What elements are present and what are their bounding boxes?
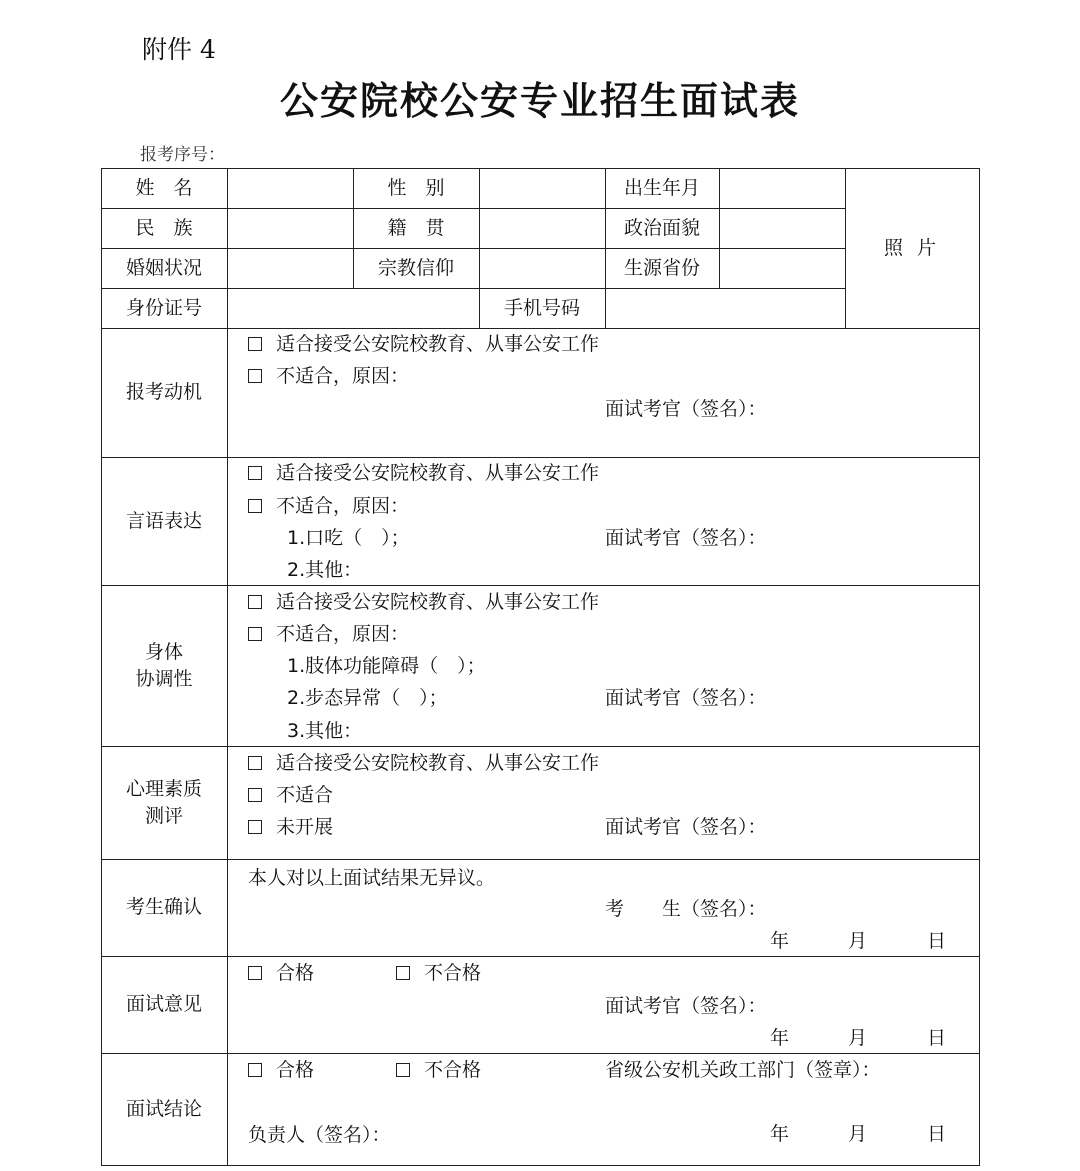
option-text: 未开展: [276, 816, 334, 838]
gender-label: 性 别: [387, 176, 445, 199]
body-reason-gait: 2.步态异常（ ）；: [287, 687, 448, 709]
body-coordination-label: [101, 585, 227, 746]
option-text: 合格: [276, 962, 315, 984]
psych-label: [101, 746, 227, 859]
conclusion-fail-option[interactable]: [396, 1058, 481, 1082]
date-year: 年: [770, 1027, 790, 1049]
name-label: 姓 名: [135, 176, 193, 199]
table-row-divider: [101, 457, 979, 458]
political-status-field[interactable]: [719, 208, 845, 248]
speech-unsuitable-option[interactable]: [248, 494, 409, 518]
label-line: 测评: [144, 804, 183, 827]
attachment-label: 附件 4: [142, 35, 216, 64]
speech-suitable-option[interactable]: [248, 461, 599, 485]
date-month: 月: [848, 1027, 868, 1049]
origin-province-field[interactable]: [719, 248, 845, 288]
opinion-examiner-signature: 面试考官（签名）：: [605, 995, 767, 1017]
page-title: 公安院校公安专业招生面试表: [279, 78, 800, 123]
date-day: 日: [927, 930, 947, 952]
motivation-unsuitable-option[interactable]: [248, 364, 409, 388]
table-row-divider: [101, 746, 979, 747]
serial-number-label: 报考序号：: [140, 145, 225, 165]
label-line: 协调性: [135, 667, 193, 690]
body-reason-other: 3.其他：: [287, 720, 363, 742]
checkbox-icon[interactable]: [248, 788, 262, 802]
checkbox-icon[interactable]: [248, 337, 262, 351]
checkbox-icon[interactable]: [396, 1063, 410, 1077]
opinion-fail-option[interactable]: [396, 961, 481, 985]
checkbox-icon[interactable]: [248, 499, 262, 513]
conclusion-label: 面试结论: [125, 1097, 202, 1120]
opinion-label: 面试意见: [125, 993, 202, 1015]
table-row-divider: [101, 585, 979, 586]
motivation-examiner-signature: 面试考官（签名）：: [605, 398, 767, 420]
option-text: 适合接受公安院校教育、从事公安工作: [276, 752, 600, 774]
body-reason-limb: 1.肢体功能障碍（ ）；: [287, 655, 486, 677]
date-year: 年: [770, 930, 790, 952]
speech-label: 言语表达: [125, 509, 202, 532]
psych-not-done-option[interactable]: [248, 815, 333, 839]
table-border-bottom: [101, 1165, 979, 1166]
ethnicity-field[interactable]: [227, 208, 353, 248]
conclusion-pass-option[interactable]: [248, 1058, 314, 1082]
ethnicity-label: 民 族: [135, 216, 193, 239]
checkbox-icon[interactable]: [248, 627, 262, 641]
checkbox-icon[interactable]: [248, 595, 262, 609]
candidate-signature: 考 生（签名）：: [605, 898, 767, 920]
body-examiner-signature: 面试考官（签名）：: [605, 687, 767, 709]
checkbox-icon[interactable]: [248, 1063, 262, 1077]
option-text: 不适合，原因：: [276, 623, 410, 645]
motivation-label: 报考动机: [125, 381, 202, 403]
psych-examiner-signature: 面试考官（签名）：: [605, 816, 767, 838]
table-row-divider: [101, 328, 979, 329]
checkbox-icon[interactable]: [396, 966, 410, 980]
option-text: 适合接受公安院校教育、从事公安工作: [276, 462, 600, 484]
leader-signature: 负责人（签名）：: [248, 1124, 391, 1146]
label-line: 身体: [144, 640, 183, 663]
option-text: 适合接受公安院校教育、从事公安工作: [276, 333, 600, 355]
birth-field[interactable]: [719, 168, 845, 208]
gender-field[interactable]: [479, 168, 605, 208]
birth-label: 出生年月: [623, 176, 700, 199]
date-day: 日: [927, 1123, 947, 1145]
native-place-label: 籍 贯: [387, 216, 445, 239]
date-month: 月: [848, 1123, 868, 1145]
table-row-divider: [101, 1053, 979, 1054]
speech-reason-stutter: 1.口吃（ ）；: [287, 527, 410, 549]
id-number-label: 身份证号: [125, 296, 202, 319]
date-month: 月: [848, 930, 868, 952]
psych-unsuitable-option[interactable]: [248, 783, 333, 807]
option-text: 不适合，原因：: [276, 365, 410, 387]
motivation-suitable-option[interactable]: [248, 332, 599, 356]
date-year: 年: [770, 1123, 790, 1145]
option-text: 适合接受公安院校教育、从事公安工作: [276, 591, 600, 613]
psych-suitable-option[interactable]: [248, 751, 599, 775]
label-line: 心理素质: [125, 777, 202, 800]
date-day: 日: [927, 1027, 947, 1049]
checkbox-icon[interactable]: [248, 820, 262, 834]
table-row-divider: [101, 859, 979, 860]
checkbox-icon[interactable]: [248, 966, 262, 980]
body-suitable-option[interactable]: [248, 590, 599, 614]
table-row-divider: [101, 956, 979, 957]
religion-field[interactable]: [479, 248, 605, 288]
checkbox-icon[interactable]: [248, 466, 262, 480]
speech-reason-other: 2.其他：: [287, 559, 363, 581]
confirm-label: 考生确认: [125, 896, 202, 918]
confirm-statement: 本人对以上面试结果无异议。: [248, 867, 496, 889]
marital-field[interactable]: [227, 248, 353, 288]
origin-province-label: 生源省份: [623, 256, 700, 279]
id-number-field[interactable]: [227, 288, 479, 328]
checkbox-icon[interactable]: [248, 756, 262, 770]
marital-label: 婚姻状况: [125, 256, 202, 279]
photo-box: 照 片: [883, 236, 941, 259]
phone-label: 手机号码: [503, 296, 580, 319]
table-border-right: [979, 168, 980, 1166]
political-status-label: 政治面貌: [623, 216, 700, 239]
opinion-pass-option[interactable]: [248, 961, 314, 985]
speech-examiner-signature: 面试考官（签名）：: [605, 527, 767, 549]
department-seal: 省级公安机关政工部门（签章）：: [605, 1059, 881, 1081]
religion-label: 宗教信仰: [377, 256, 454, 279]
option-text: 不适合: [276, 784, 334, 806]
option-text: 不适合，原因：: [276, 495, 410, 517]
checkbox-icon[interactable]: [248, 369, 262, 383]
phone-field[interactable]: [605, 288, 845, 328]
native-place-field[interactable]: [479, 208, 605, 248]
option-text: 不合格: [424, 962, 482, 984]
option-text: 合格: [276, 1059, 315, 1081]
body-unsuitable-option[interactable]: [248, 622, 409, 646]
name-field[interactable]: [227, 168, 353, 208]
option-text: 不合格: [424, 1059, 482, 1081]
